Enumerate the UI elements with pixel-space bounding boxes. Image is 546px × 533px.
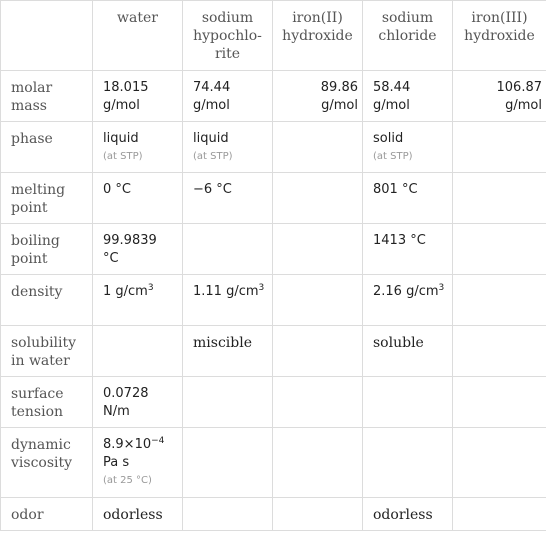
row-label-phase: phase	[1, 122, 93, 173]
cell-nacl-molar-mass: 58.44 g/mol	[363, 71, 453, 122]
cell-water-phase	[93, 122, 183, 173]
nacl-density-value: 2.16 g/cm	[373, 284, 439, 299]
cell-iron2-molar-mass: 89.86 g/mol	[273, 71, 363, 122]
cell-water-solubility	[93, 326, 183, 377]
row-molar-mass	[1, 71, 546, 122]
row-solubility	[1, 326, 546, 377]
row-boiling-point	[1, 224, 546, 275]
water-density-value: 1 g/cm	[103, 284, 148, 299]
cell-water-odor: odorless	[93, 498, 183, 531]
row-label-surface-tension: surface tension	[1, 377, 93, 428]
row-label-solubility: solubility in water	[1, 326, 93, 377]
cell-iron2-odor	[273, 498, 363, 531]
row-label-density: density	[1, 275, 93, 326]
row-label-odor: odor	[1, 498, 93, 531]
hypochlorite-phase-note: (at STP)	[193, 151, 233, 162]
cell-water-surface-tension: 0.0728 N/m	[93, 377, 183, 428]
header-sodium-hypochlorite: sodium hypochlorite	[183, 1, 273, 71]
header-iron-ii-hydroxide: iron(II) hydroxide	[273, 1, 363, 71]
cell-hypochlorite-solubility: miscible	[183, 326, 273, 377]
cell-iron2-density	[273, 275, 363, 326]
row-label-melting-point: melting point	[1, 173, 93, 224]
nacl-density-exponent: 3	[438, 283, 445, 293]
header-iron-iii-hydroxide: iron(III) hydroxide	[453, 1, 546, 71]
water-phase-value: liquid	[103, 131, 139, 146]
row-odor	[1, 498, 546, 531]
cell-nacl-odor: odorless	[363, 498, 453, 531]
row-surface-tension	[1, 377, 546, 428]
water-viscosity-unit: Pa s	[103, 455, 130, 470]
cell-water-viscosity	[93, 428, 183, 498]
cell-nacl-boiling-point: 1413 °C	[363, 224, 453, 275]
cell-iron3-phase	[453, 122, 546, 173]
row-density	[1, 275, 546, 326]
cell-hypochlorite-viscosity	[183, 428, 273, 498]
row-melting-point	[1, 173, 546, 224]
cell-nacl-viscosity	[363, 428, 453, 498]
water-phase-note: (at STP)	[103, 151, 143, 162]
cell-iron2-melting-point	[273, 173, 363, 224]
cell-nacl-phase	[363, 122, 453, 173]
cell-hypochlorite-boiling-point	[183, 224, 273, 275]
cell-hypochlorite-density	[183, 275, 273, 326]
header-sodium-chloride: sodium chloride	[363, 1, 453, 71]
header-row	[1, 1, 546, 71]
cell-iron3-density	[453, 275, 546, 326]
cell-hypochlorite-molar-mass: 74.44 g/mol	[183, 71, 273, 122]
nacl-phase-note: (at STP)	[373, 151, 413, 162]
water-viscosity-mantissa: 8.9×10	[103, 437, 152, 452]
cell-iron2-boiling-point	[273, 224, 363, 275]
cell-nacl-surface-tension	[363, 377, 453, 428]
cell-water-molar-mass: 18.015 g/mol	[93, 71, 183, 122]
row-phase	[1, 122, 546, 173]
cell-water-melting-point: 0 °C	[93, 173, 183, 224]
cell-iron3-molar-mass: 106.87 g/mol	[453, 71, 546, 122]
water-viscosity-note: (at 25 °C)	[103, 475, 152, 486]
hypochlorite-density-value: 1.11 g/cm	[193, 284, 259, 299]
cell-iron3-solubility	[453, 326, 546, 377]
cell-nacl-density	[363, 275, 453, 326]
cell-hypochlorite-phase	[183, 122, 273, 173]
cell-iron3-viscosity	[453, 428, 546, 498]
cell-iron3-odor	[453, 498, 546, 531]
cell-iron3-surface-tension	[453, 377, 546, 428]
cell-iron2-viscosity	[273, 428, 363, 498]
cell-nacl-solubility: soluble	[363, 326, 453, 377]
cell-hypochlorite-melting-point: −6 °C	[183, 173, 273, 224]
row-label-molar-mass: molar mass	[1, 71, 93, 122]
row-label-viscosity: dynamic viscosity	[1, 428, 93, 498]
cell-iron3-boiling-point	[453, 224, 546, 275]
row-label-boiling-point: boiling point	[1, 224, 93, 275]
cell-iron2-phase	[273, 122, 363, 173]
cell-hypochlorite-surface-tension	[183, 377, 273, 428]
header-corner	[1, 1, 93, 71]
row-viscosity	[1, 428, 546, 498]
hypochlorite-phase-value: liquid	[193, 131, 229, 146]
nacl-phase-value: solid	[373, 131, 404, 146]
water-density-exponent: 3	[147, 283, 154, 293]
cell-water-density	[93, 275, 183, 326]
cell-iron2-surface-tension	[273, 377, 363, 428]
cell-nacl-melting-point: 801 °C	[363, 173, 453, 224]
header-water: water	[93, 1, 183, 71]
cell-iron3-melting-point	[453, 173, 546, 224]
hypochlorite-density-exponent: 3	[258, 283, 265, 293]
cell-hypochlorite-odor	[183, 498, 273, 531]
cell-water-boiling-point: 99.9839 °C	[93, 224, 183, 275]
water-viscosity-exponent: −4	[151, 436, 165, 446]
cell-iron2-solubility	[273, 326, 363, 377]
